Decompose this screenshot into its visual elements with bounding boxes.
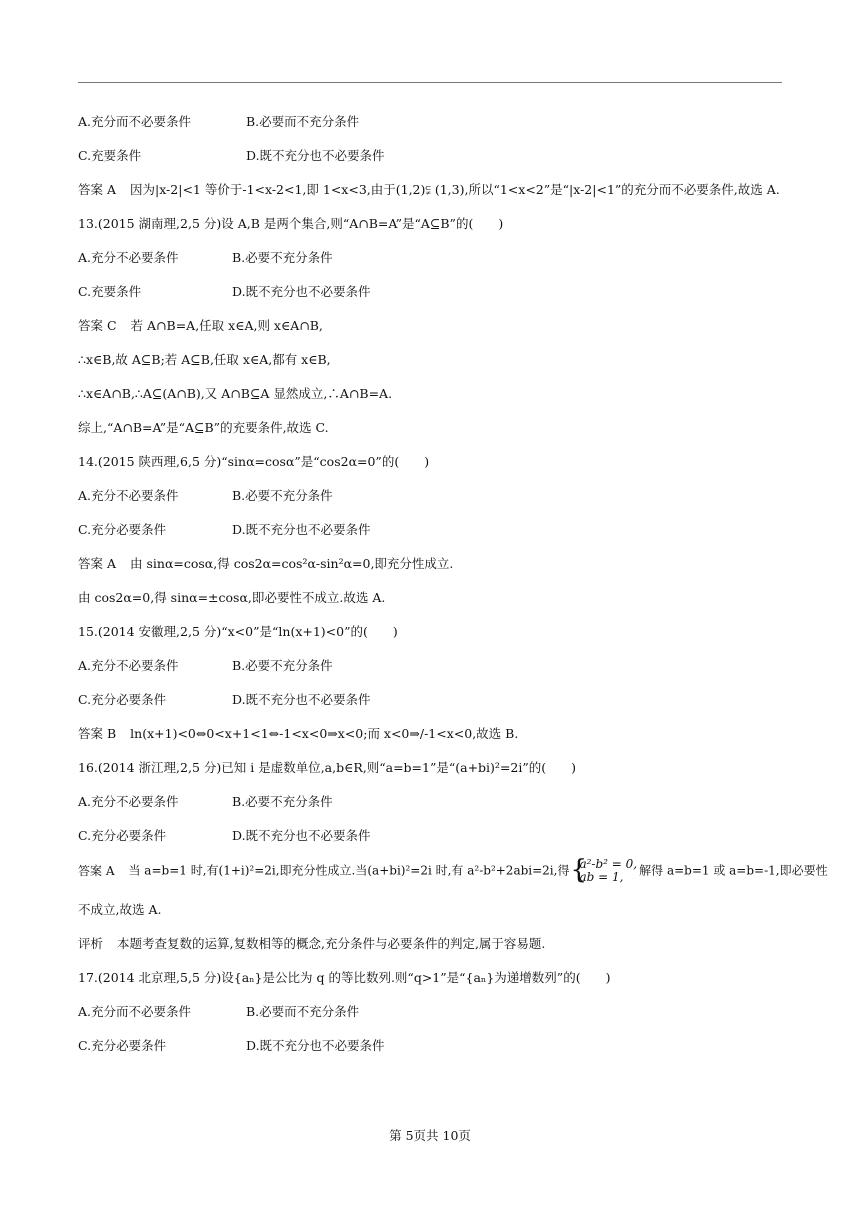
option-b: B.必要不充分条件 <box>232 794 333 809</box>
option-b: B.必要不充分条件 <box>232 250 333 265</box>
header-rule <box>78 82 782 83</box>
answer-text: ln(x+1)<0⇔0<x+1<1⇔-1<x<0⇒x<0;而 x<0⇒/-1<x<0,故选 B. <box>130 726 519 741</box>
option-d: D.既不充分也不必要条件 <box>232 692 371 707</box>
question-14: 14.(2015 陕西理,6,5 分)“sinα=cosα”是“cos2α=0”的( ) <box>78 454 430 469</box>
answer-tag: 答案 A <box>78 863 115 878</box>
answer-text: 当 a=b=1 时,有(1+i)²=2i,即充分性成立.当(a+bi)²=2i 时,有 a²-b²+2abi=2i,得 <box>128 863 570 878</box>
option-a: A.充分而不必要条件 <box>78 114 192 129</box>
option-b: B.必要而不充分条件 <box>246 114 360 129</box>
question-16: 16.(2014 浙江理,2,5 分)已知 i 是虚数单位,a,b∈R,则“a=b=1”是“(a+bi)²=2i”的( ) <box>78 760 577 775</box>
answer-text: 由 sinα=cosα,得 cos2α=cos²α-sin²α=0,即充分性成立. <box>130 556 454 571</box>
answer-line <box>78 318 323 334</box>
answer-text: 因为|x-2|<1 等价于-1<x-2<1,即 1<x<3,由于(1,2)⫋ (1,3),所以“1<x<2”是“|x-2|<1”的充分而不必要条件,故选 A. <box>130 182 780 197</box>
option-c: C.充要条件 <box>78 284 142 299</box>
option-c: C.充分必要条件 <box>78 522 167 537</box>
comment-text: 本题考查复数的运算,复数相等的概念,充分条件与必要条件的判定,属于容易题. <box>117 936 546 951</box>
page-footer: 第 5页共 10页 <box>389 1128 471 1143</box>
option-a: A.充分不必要条件 <box>78 250 179 265</box>
answer-tag: 答案 C <box>78 318 117 333</box>
option-c: C.充要条件 <box>78 148 142 163</box>
equation-1: { a²-b² = 0, <box>579 857 638 871</box>
solution-line: 由 cos2α=0,得 sinα=±cosα,即必要性不成立.故选 A. <box>78 590 386 605</box>
option-c: C.充分必要条件 <box>78 828 167 843</box>
comment-line <box>78 936 545 952</box>
option-a: A.充分不必要条件 <box>78 658 179 673</box>
option-c: C.充分必要条件 <box>78 1038 167 1053</box>
answer-line <box>78 556 453 572</box>
option-b: B.必要不充分条件 <box>232 658 333 673</box>
answer-tag: 答案 B <box>78 726 117 741</box>
option-d: D.既不充分也不必要条件 <box>246 1038 385 1053</box>
option-a: A.充分而不必要条件 <box>78 1004 192 1019</box>
option-a: A.充分不必要条件 <box>78 794 179 809</box>
answer-line <box>78 858 828 884</box>
option-d: D.既不充分也不必要条件 <box>232 522 371 537</box>
equation-system <box>571 858 637 884</box>
solution-line: ∴x∈B,故 A⊆B;若 A⊆B,任取 x∈A,都有 x∈B, <box>78 352 331 367</box>
solution-line: ∴x∈A∩B,∴A⊆(A∩B),又 A∩B⊆A 显然成立,∴A∩B=A. <box>78 386 393 401</box>
answer-line <box>78 726 518 742</box>
option-d: D.既不充分也不必要条件 <box>232 284 371 299</box>
answer-line <box>78 182 780 198</box>
question-15: 15.(2014 安徽理,2,5 分)“x<0”是“ln(x+1)<0”的( ) <box>78 624 398 639</box>
option-a: A.充分不必要条件 <box>78 488 179 503</box>
answer-tag: 答案 A <box>78 182 117 197</box>
option-b: B.必要而不充分条件 <box>246 1004 360 1019</box>
solution-line: 不成立,故选 A. <box>78 902 162 917</box>
question-13: 13.(2015 湖南理,2,5 分)设 A,B 是两个集合,则“A∩B=A”是“A⊆B”的( ) <box>78 216 504 231</box>
answer-text: 若 A∩B=A,任取 x∈A,则 x∈A∩B, <box>130 318 323 333</box>
answer-text: 解得 a=b=1 或 a=b=-1,即必要性 <box>639 863 828 878</box>
option-d: D.既不充分也不必要条件 <box>246 148 385 163</box>
option-b: B.必要不充分条件 <box>232 488 333 503</box>
option-d: D.既不充分也不必要条件 <box>232 828 371 843</box>
answer-tag: 答案 A <box>78 556 117 571</box>
comment-tag: 评析 <box>78 936 104 951</box>
equation-2: ab = 1, <box>579 870 624 884</box>
question-17: 17.(2014 北京理,5,5 分)设{aₙ}是公比为 q 的等比数列.则“q>1”是“{aₙ}为递增数列”的( ) <box>78 970 611 985</box>
option-c: C.充分必要条件 <box>78 692 167 707</box>
solution-line: 综上,“A∩B=A”是“A⊆B”的充要条件,故选 C. <box>78 420 329 435</box>
